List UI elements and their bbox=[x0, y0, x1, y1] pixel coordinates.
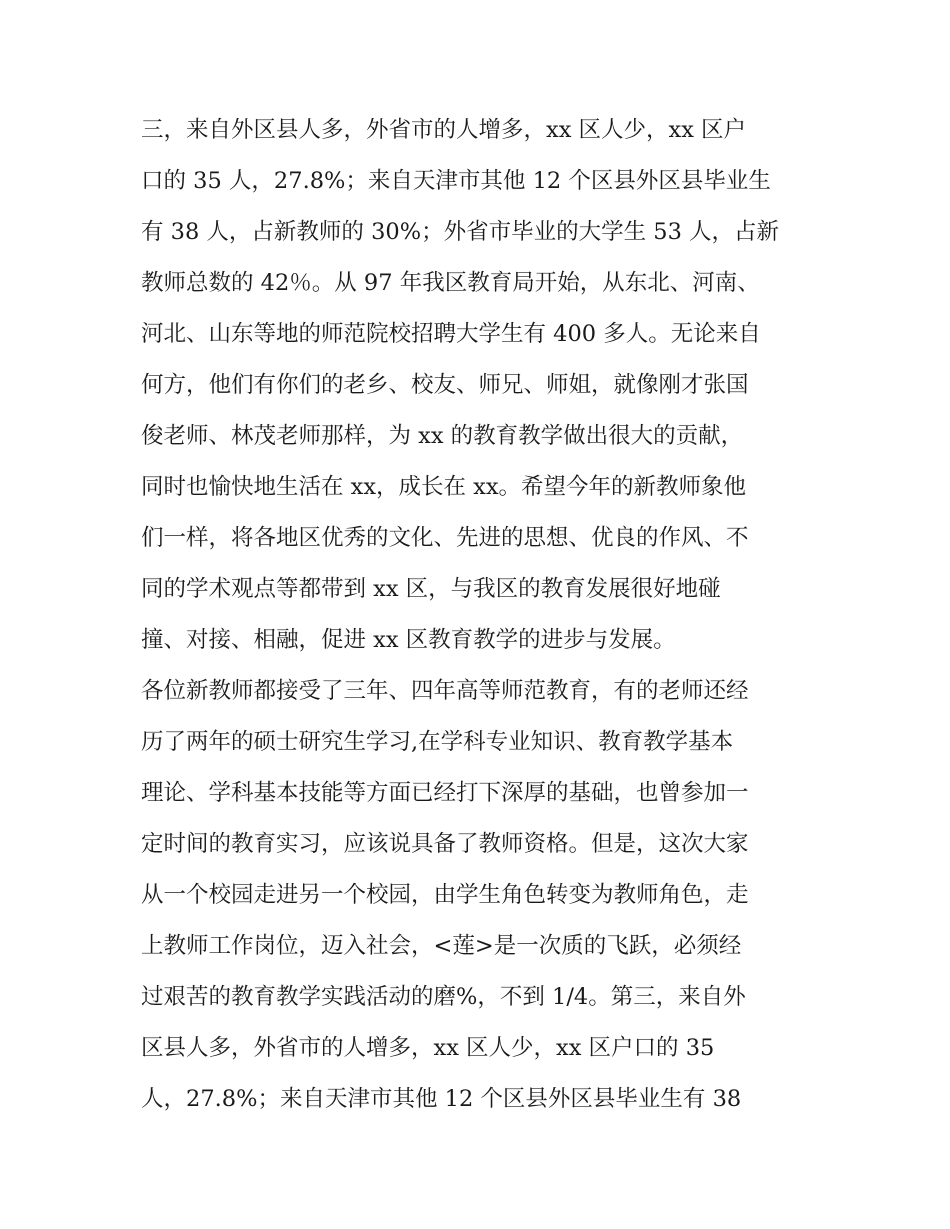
text-line: 同时也愉快地生活在 xx，成长在 xx。希望今年的新教师象他 bbox=[141, 474, 747, 500]
text-line: 们一样，将各地区优秀的文化、先进的思想、优良的作风、不 bbox=[141, 525, 749, 551]
text-line: 三，来自外区县人多，外省市的人增多，xx 区人少，xx 区户 bbox=[141, 117, 747, 143]
text-line: 历了两年的硕士研究生学习,在学科专业知识、教育教学基本 bbox=[141, 729, 734, 755]
text-line: 各位新教师都接受了三年、四年高等师范教育，有的老师还经 bbox=[141, 678, 749, 704]
text-line: 区县人多，外省市的人增多，xx 区人少，xx 区户口的 35 bbox=[141, 1035, 715, 1061]
text-line: 教师总数的 42％。从 97 年我区教育局开始，从东北、河南、 bbox=[141, 270, 760, 296]
text-line: 同的学术观点等都带到 xx 区，与我区的教育发展很好地碰 bbox=[141, 576, 721, 602]
text-line: 理论、学科基本技能等方面已经打下深厚的基础，也曾参加一 bbox=[141, 780, 749, 806]
text-line: 河北、山东等地的师范院校招聘大学生有 400 多人。无论来自 bbox=[141, 321, 761, 347]
text-line: 口的 35 人，27.8%；来自天津市其他 12 个区县外区县毕业生 bbox=[141, 168, 771, 194]
text-line: 俊老师、林茂老师那样，为 xx 的教育教学做出很大的贡献， bbox=[141, 423, 744, 449]
text-line: 定时间的教育实习，应该说具备了教师资格。但是，这次大家 bbox=[141, 831, 749, 857]
text-line: 上教师工作岗位，迈入社会，<莲>是一次质的飞跃，必须经 bbox=[141, 933, 742, 959]
text-line: 人，27.8%；来自天津市其他 12 个区县外区县毕业生有 38 bbox=[141, 1086, 742, 1112]
text-line: 撞、对接、相融，促进 xx 区教育教学的进步与发展。 bbox=[141, 627, 676, 653]
text-line: 何方，他们有你们的老乡、校友、师兄、师姐，就像刚才张国 bbox=[141, 372, 749, 398]
text-line: 过艰苦的教育教学实践活动的磨%，不到 1/4。第三，来自外 bbox=[141, 984, 746, 1010]
text-line: 从一个校园走进另一个校园，由学生角色转变为教师角色，走 bbox=[141, 882, 749, 908]
text-line: 有 38 人，占新教师的 30%；外省市毕业的大学生 53 人，占新 bbox=[141, 219, 780, 245]
